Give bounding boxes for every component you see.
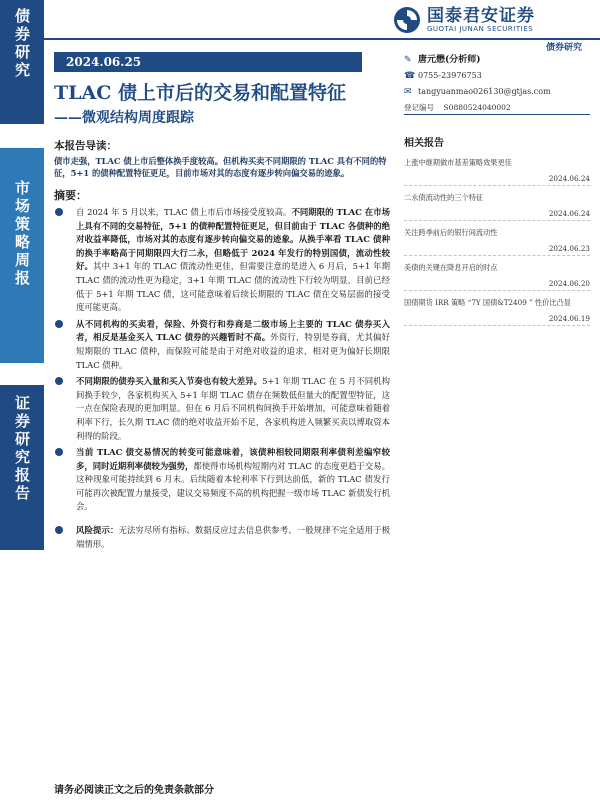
summary-bullet [54, 446, 390, 514]
report-title: TLAC 债上市后的交易和配置特征 [54, 82, 346, 104]
person-icon: ✎ [404, 55, 412, 65]
summary-heading: 摘要： [54, 189, 87, 202]
bullet-post: 其中 3+1 年的 TLAC 债流动性更佳，但需要注意的是进入 6 月后，5+1 年期 TLAC 债的流动性更为稳定，3+1 年期 TLAC 债的流动性下行较为明显，目前已经低于 5+1 年期 TLAC 债，这可能意味着后续长期限的 TLAC 债在交易层面的接受度可能更高。 [76, 261, 391, 313]
related-item-date: 2024.06.23 [548, 244, 590, 253]
guide-heading: 本报告导读： [54, 140, 117, 152]
summary-bullet [54, 318, 390, 372]
band-label-3: 证券研究报告 [13, 395, 31, 503]
related-item-title[interactable]: 二永债流动性的三个特征 [404, 193, 484, 202]
bullet-bold: 不同期限的债券买入量和买入节奏也有较大差异。 [76, 376, 263, 387]
email-icon: ✉ [404, 87, 412, 97]
bullet-post: 5+1 年期 TLAC 在 5 月不同机构间换手较少，各家机构买入 5+1 年期 TLAC 债存在频数低但量大的配置型特征，这一点在保险表现的更加明显。但在 6 月后不同机构间换手开始增加，可能意味着随着利率下行，长久期 TLAC 债的绝对收益开始不足，各家机构进入频繁买卖以博取资本利得的阶段。 [76, 376, 391, 441]
related-item-title[interactable]: 上涨中继期做市基差策略效果更佳 [404, 158, 512, 167]
analyst-info [404, 52, 590, 116]
header-rule [44, 38, 600, 40]
company-logo [393, 6, 593, 34]
logo-mark-icon [393, 6, 421, 34]
band-bond-research [0, 0, 44, 124]
related-reports [404, 134, 590, 326]
logo-en-text: GUOTAI JUNAN SECURITIES [427, 25, 534, 33]
analyst-email-row [404, 84, 590, 100]
phone-icon: ☎ [404, 71, 416, 81]
bullet-icon [55, 526, 63, 534]
bullet-post: 都使得市场机构短期内对 TLAC 的态度更趋于交易。这种现象可能持续到 6 月末。后续随着本轮利率下行到达前低，新的 TLAC 债发行可能再次被配置力量接受，建议交易频度不高的机构把握一级市场 TLAC 新债发行机会。 [76, 460, 390, 512]
cert-number: S0880524040002 [443, 103, 511, 112]
risk-text: 无法穷尽所有指标、数据反应过去信息供参考、一般规律不完全适用于极端情形。 [76, 525, 391, 549]
related-item-title[interactable]: 国债期货 IRR 策略 “7Y 国债&T2409 ” 性价比凸显 [404, 298, 571, 307]
related-item-date: 2024.06.20 [548, 279, 590, 288]
band-securities-report [0, 385, 44, 550]
cert-label: 登记编号 [404, 103, 434, 112]
bullet-bold: 当前 TLAC 债交易情况的转变可能意味着，该债种相较同期限利率债利差编窄较多，同时近期利率债较为强势， [76, 447, 390, 471]
footer-disclaimer: 请务必阅读正文之后的免责条款部分 [54, 785, 214, 796]
logo-cn-text: 国泰君安证券 [427, 6, 535, 26]
related-item[interactable] [404, 186, 590, 221]
guide-text: 债市走强，TLAC 债上市后整体换手度较高。但机构买卖不同期限的 TLAC 具有不同的特征，5+1 的债种配置特征更足，目前市场对其的态度有逐步转向偏交易的迹象。 [54, 156, 387, 178]
bullet-icon [55, 448, 63, 456]
related-item[interactable] [404, 256, 590, 291]
analyst-email[interactable]: tangyuanmao026130@gtjas.com [418, 87, 551, 96]
related-item-title[interactable]: 美债的关键在降息开启的时点 [404, 263, 498, 272]
band-market-strategy [0, 148, 44, 363]
related-item-title[interactable]: 关注跨季前后的银行间流动性 [404, 228, 498, 237]
left-band [0, 0, 44, 800]
related-item[interactable] [404, 221, 590, 256]
band-label-1: 债券研究 [13, 8, 31, 80]
analyst-name-row [404, 52, 590, 68]
analyst-phone: 0755-23976753 [418, 71, 482, 80]
analyst-rule [404, 114, 590, 115]
related-item-date: 2024.06.19 [548, 314, 590, 323]
bullet-bold: 从不同机构的买卖看，保险、外资行和券商是二级市场上主要的 TLAC 债券买入者，相反是基金买入 TLAC 债券的兴趣暂时不高。 [76, 318, 390, 343]
bullet-icon [55, 320, 63, 328]
bullet-pre: 自 2024 年 5 月以来，TLAC 债上市后市场接受度较高。 [76, 207, 292, 217]
related-heading: 相关报告 [404, 138, 444, 149]
bullet-icon [55, 377, 63, 385]
related-item[interactable] [404, 291, 590, 326]
summary-bullet [54, 375, 390, 443]
risk-warning [54, 524, 390, 551]
risk-label: 风险提示： [76, 525, 119, 536]
report-type: 债券研究 [545, 43, 582, 53]
bullet-post: 外资行，特别是券商，尤其偏好短期限的 TLAC 债种，而保险可能是由于对绝对收益的追求，相对更为偏好长期限 TLAC 债种。 [76, 332, 391, 370]
bullet-icon [55, 208, 63, 216]
analyst-phone-row [404, 68, 590, 84]
report-subtitle: ——微观结构周度跟踪 [54, 110, 194, 126]
related-item-date: 2024.06.24 [548, 174, 590, 183]
report-date: 2024.06.25 [54, 52, 362, 72]
analyst-name: 唐元懋(分析师) [418, 55, 481, 65]
main-body [54, 138, 390, 551]
related-item-date: 2024.06.24 [548, 209, 590, 218]
summary-bullet [54, 206, 390, 315]
bullet-bold: 不同期限的 TLAC 在市场上具有不同的交易特征，5+1 的债种配置特征更足，但目前由于 TLAC 各债种的绝对收益率降低，市场对其的态度有逐步转向偏交易的迹象。从换手率看 TLAC 债种的换手率略高于同期限四大行二永，但略低于 2024 年发行的特别国债，流动性较好。 [76, 207, 390, 272]
band-label-2: 市场策略周报 [13, 180, 31, 288]
related-item[interactable] [404, 151, 590, 186]
